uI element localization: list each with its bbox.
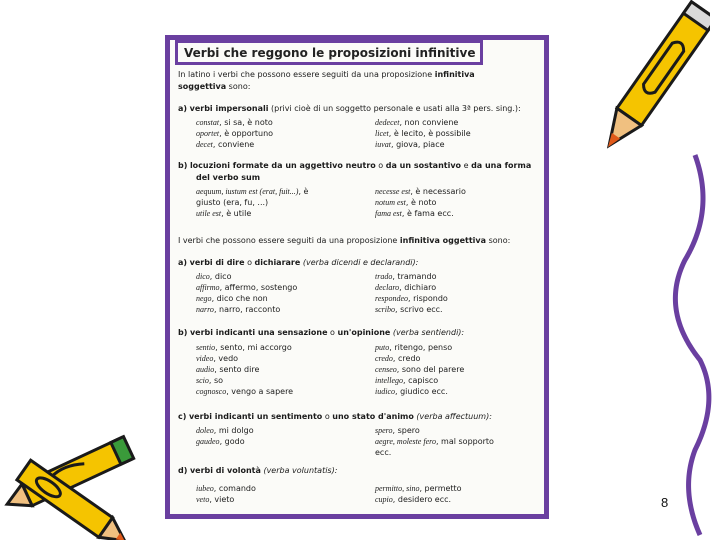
latin-verb: credo [375, 354, 393, 363]
latin-verb: iuvat [375, 140, 391, 149]
translation: , scrivo ecc. [395, 305, 443, 314]
sec-b-heading-bold: locuzioni formate da un aggettivo neutro [189, 161, 376, 170]
intro2-text: I verbi che possono essere seguiti da una proposizione [178, 236, 398, 245]
sec-b-right-2 [375, 209, 454, 218]
latin-verb: scribo [375, 305, 395, 314]
latin-verb: utile est [196, 209, 222, 218]
sec-b-heading-bold3: da una forma [471, 161, 532, 170]
sec-b-conj2: e [461, 161, 472, 170]
sec-b2-left-4 [196, 387, 293, 396]
sec-d-right-1 [375, 495, 451, 504]
sec-b2-heading-bold2: un'opinione [337, 328, 391, 337]
sec-a-heading-bold: verbi impersonali [189, 104, 269, 113]
sec-d-left-0 [196, 484, 256, 493]
latin-verb: dico [196, 272, 210, 281]
translation: , giova, piace [391, 140, 445, 149]
translation: , godo [219, 437, 245, 446]
sec-b-right-1 [375, 198, 436, 207]
latin-verb: nego [196, 294, 212, 303]
sec-b2-right-1 [375, 354, 420, 363]
latin-verb: video [196, 354, 214, 363]
intro2-line [178, 236, 510, 245]
sec-b-heading-bold2: da un sostantivo [385, 161, 462, 170]
translation: , rispondo [408, 294, 448, 303]
latin-verb: scio [196, 376, 209, 385]
intro1-text: In latino i verbi che possono essere seguiti da una proposizione [178, 70, 433, 79]
sec-c-marker: c) [178, 412, 187, 421]
translation: , è utile [221, 209, 252, 218]
latin-verb: dedecet [375, 118, 400, 127]
translation: , mal sopporto [435, 437, 494, 446]
sec-a2-left-1 [196, 283, 297, 292]
sec-a-left-1 [196, 129, 273, 138]
latin-verb: sentio [196, 343, 216, 352]
sec-b-left-2 [196, 209, 251, 218]
latin-verb: veto [196, 495, 210, 504]
intro1-rest: sono: [226, 82, 251, 91]
latin-verb: oportet [196, 129, 220, 138]
latin-verb: constat [196, 118, 220, 127]
sec-c-left-1 [196, 437, 245, 446]
sec-d-heading [178, 466, 337, 475]
sec-b2-left-3 [196, 376, 223, 385]
translation: , è noto [405, 198, 437, 207]
sec-b-right-0 [375, 187, 466, 196]
translation: , sento dire [214, 365, 260, 374]
latin-verb: fama est [375, 209, 402, 218]
translation: , affermo, sostengo [219, 283, 298, 292]
intro2-end: sono: [486, 236, 511, 245]
latin-verb: decet [196, 140, 213, 149]
latin-verb: cognosco [196, 387, 227, 396]
sec-b-marker: b) [178, 161, 188, 170]
page-number: 8 [661, 495, 669, 510]
latin-verb: trado [375, 272, 393, 281]
sec-b2-left-2 [196, 365, 259, 374]
translation: , comando [213, 484, 256, 493]
translation: , non conviene [399, 118, 459, 127]
sec-b2-left-0 [196, 343, 292, 352]
sec-b2-heading [178, 328, 464, 337]
translation: , giudico ecc. [395, 387, 448, 396]
sec-a2-right-0 [375, 272, 437, 281]
sec-b2-marker: b) [178, 328, 188, 337]
translation: , sento, mi accorgo [215, 343, 292, 352]
sec-a-heading [178, 104, 521, 113]
sec-a-right-1 [375, 129, 471, 138]
sec-b-conj: o [375, 161, 386, 170]
sec-b2-right-3 [375, 376, 438, 385]
dotted-line-icon [640, 150, 720, 540]
latin-verb: affirmo [196, 283, 220, 292]
translation: , dico [209, 272, 232, 281]
pencil-icon [600, 0, 710, 175]
translation: , spero [392, 426, 420, 435]
sec-a2-marker: a) [178, 258, 188, 267]
sec-a-heading-rest: (privi cioè di un soggetto personale e usati alla 3ª pers. sing.): [271, 104, 521, 113]
sec-c-heading-bold2: uno stato d'animo [332, 412, 414, 421]
translation: , è necessario [410, 187, 466, 196]
translation: , sono del parere [396, 365, 465, 374]
sec-c-conj: o [322, 412, 333, 421]
translation: , permetto [419, 484, 462, 493]
latin-verb: cupio [375, 495, 393, 504]
title-box [175, 40, 483, 65]
sec-a-right-2 [375, 140, 445, 149]
sec-b2-left-1 [196, 354, 238, 363]
intro1-bold: infinitiva [434, 70, 475, 79]
sec-c-heading-rest: (verba affectuum): [413, 412, 492, 421]
latin-verb: intellego [375, 376, 403, 385]
sec-b-line2: del verbo sum [196, 173, 261, 182]
latin-verb: doleo [196, 426, 214, 435]
sec-b-heading [178, 161, 531, 170]
translation: , dico che non [211, 294, 268, 303]
translation: , tramando [392, 272, 437, 281]
latin-verb: licet [375, 129, 389, 138]
latin-verb: audio [196, 365, 215, 374]
latin-verb: censeo [375, 365, 397, 374]
sec-b2-right-0 [375, 343, 452, 352]
translation: , è lecito, è possibile [388, 129, 471, 138]
sec-b2-right-4 [375, 387, 448, 396]
translation: giusto (era, fu, ...) [196, 198, 269, 207]
sec-c-heading-bold: verbi indicanti un sentimento [188, 412, 323, 421]
sec-d-right-0 [375, 484, 462, 493]
sec-a2-heading [178, 258, 418, 267]
translation: , credo [392, 354, 421, 363]
latin-verb: respondeo [375, 294, 409, 303]
sec-b-left-0 [196, 187, 308, 196]
translation: , vieto [209, 495, 235, 504]
latin-verb: necesse est [375, 187, 411, 196]
latin-verb: notum est [375, 198, 406, 207]
pencils-icon [0, 430, 160, 540]
translation: , narro, racconto [213, 305, 281, 314]
sec-d-marker: d) [178, 466, 188, 475]
sec-c-left-0 [196, 426, 254, 435]
sec-c-right-1 [375, 437, 494, 446]
sec-a2-right-2 [375, 294, 448, 303]
translation: , capisco [403, 376, 439, 385]
translation: , mi dolgo [213, 426, 254, 435]
sec-a2-conj: o [244, 258, 255, 267]
sec-b2-right-2 [375, 365, 464, 374]
translation: , vengo a sapere [226, 387, 294, 396]
sec-a2-right-3 [375, 305, 443, 314]
sec-a2-heading-bold2: dichiarare [254, 258, 301, 267]
sec-d-heading-bold: verbi di volontà [189, 466, 261, 475]
latin-verb: puto [375, 343, 390, 352]
page-title: Verbi che reggono le proposizioni infinitive [184, 46, 476, 60]
latin-verb: spero [375, 426, 393, 435]
intro2-bold: infinitiva oggettiva [399, 236, 487, 245]
sec-c-right-2 [375, 448, 391, 457]
sec-a-right-0 [375, 118, 458, 127]
latin-verb: aegre, moleste fero [375, 437, 436, 446]
sec-c-heading [178, 412, 492, 421]
sec-a2-heading-bold: verbi di dire [189, 258, 245, 267]
latin-verb: iubeo [196, 484, 214, 493]
sec-a-left-2 [196, 140, 254, 149]
sec-b2-conj: o [327, 328, 338, 337]
intro1-line1 [178, 70, 475, 79]
sec-a2-left-3 [196, 305, 280, 314]
translation: ecc. [375, 448, 392, 457]
sec-a2-left-2 [196, 294, 268, 303]
translation: , è opportuno [219, 129, 274, 138]
translation: , è fama ecc. [401, 209, 454, 218]
sec-b2-heading-bold: verbi indicanti una sensazione [189, 328, 328, 337]
sec-a-left-0 [196, 118, 273, 127]
sec-b-left-1 [196, 198, 268, 207]
translation: , desidero ecc. [392, 495, 452, 504]
sec-a-marker: a) [178, 104, 188, 113]
latin-verb: aequum, iustum est (erat, fuit...) [196, 187, 299, 196]
translation: , ritengo, penso [389, 343, 453, 352]
latin-verb: declaro [375, 283, 400, 292]
scanned-page [165, 35, 549, 519]
sec-a2-heading-rest: (verba dicendi e declarandi): [300, 258, 419, 267]
intro1-line2 [178, 82, 250, 91]
intro1-bold2: soggettiva [178, 82, 227, 91]
latin-verb: gaudeo [196, 437, 220, 446]
sec-b2-heading-rest: (verba sentiendi): [390, 328, 465, 337]
translation: , conviene [212, 140, 255, 149]
latin-verb: narro [196, 305, 214, 314]
sec-c-right-0 [375, 426, 420, 435]
sec-d-left-1 [196, 495, 234, 504]
translation: , è [298, 187, 309, 196]
translation: , dichiaro [399, 283, 437, 292]
translation: , so [208, 376, 224, 385]
translation: , si sa, è noto [219, 118, 273, 127]
sec-a2-left-0 [196, 272, 231, 281]
sec-a2-right-1 [375, 283, 436, 292]
latin-verb: iudico [375, 387, 395, 396]
latin-verb: permitto, sino [375, 484, 420, 493]
sec-d-heading-rest: (verba voluntatis): [260, 466, 338, 475]
translation: , vedo [213, 354, 239, 363]
